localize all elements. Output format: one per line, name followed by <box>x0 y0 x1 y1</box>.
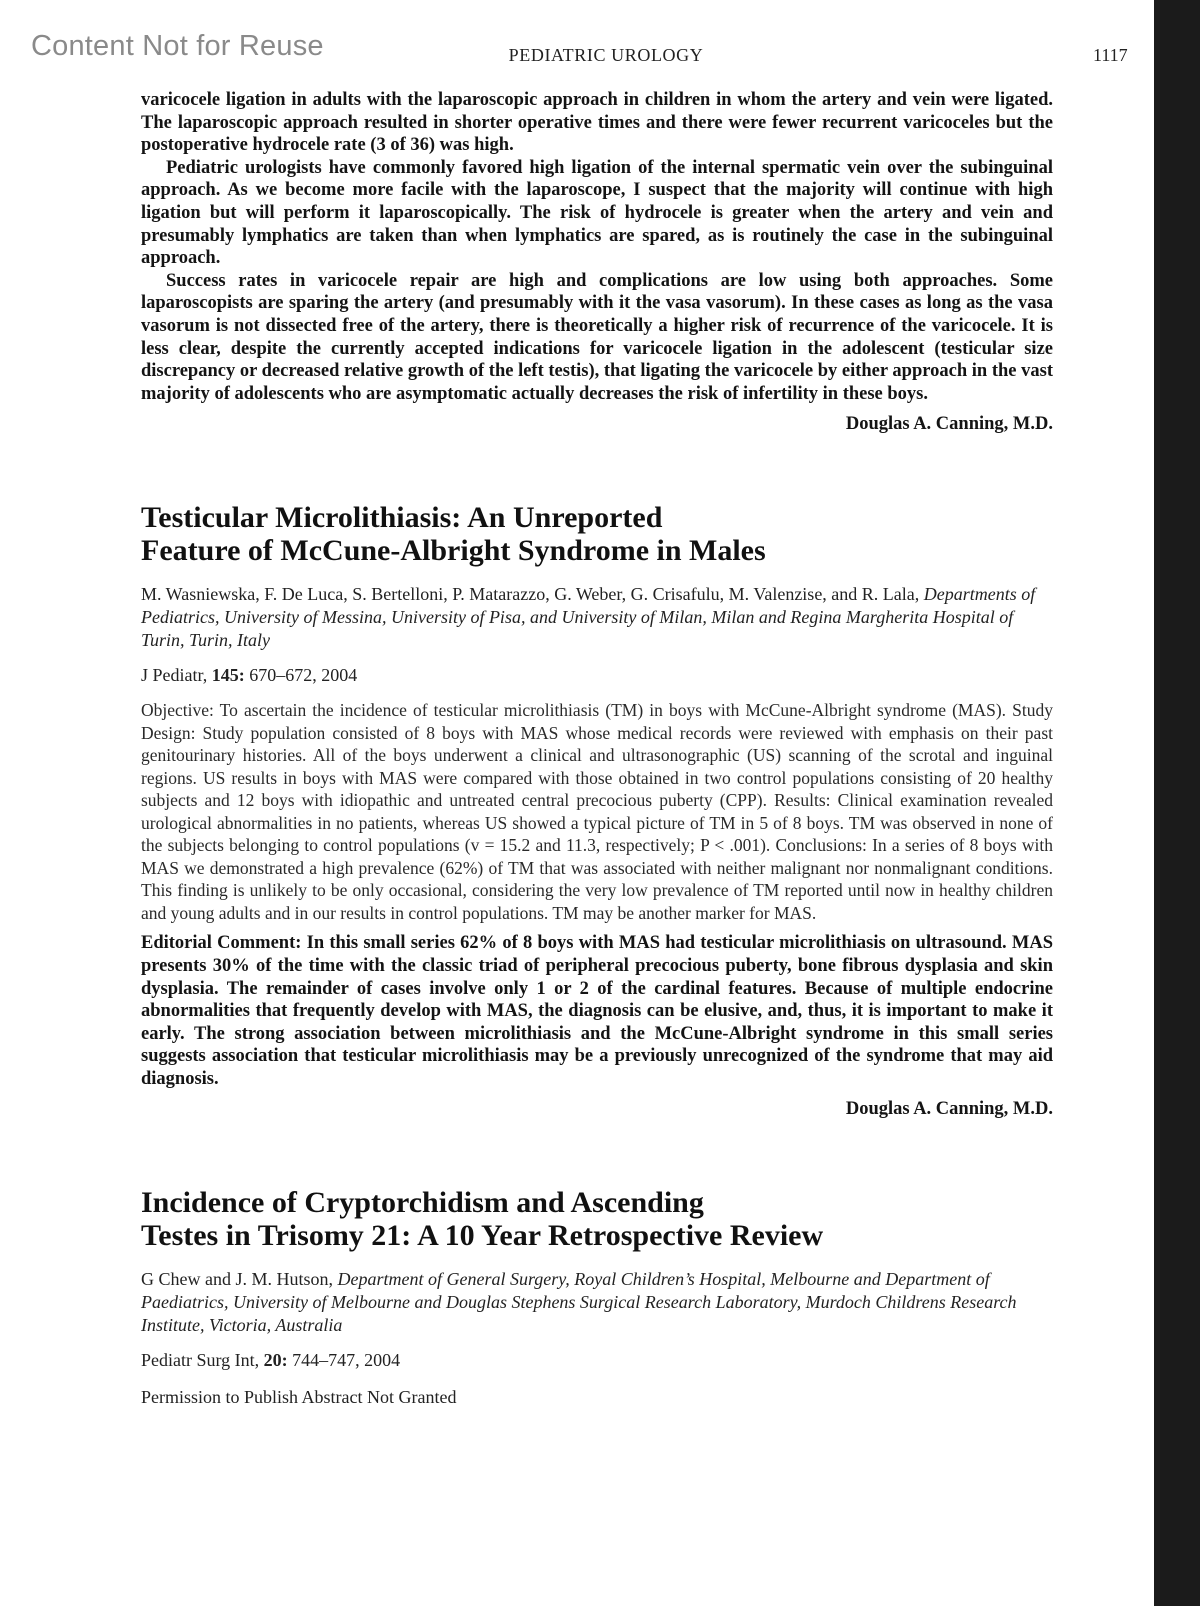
article-title-line: Incidence of Cryptorchidism and Ascending <box>141 1186 704 1220</box>
comment-signature: Douglas A. Canning, M.D. <box>845 414 1053 435</box>
citation-pages: 670–672, 2004 <box>249 665 358 686</box>
citation-pages: 744–747, 2004 <box>292 1350 401 1371</box>
article-microlithiasis <box>141 501 1053 1121</box>
article-citation <box>141 1349 1053 1372</box>
article-title <box>141 501 1053 567</box>
page-content <box>141 89 1053 1409</box>
article-abstract: Objective: To ascertain the incidence of testicular microlithiasis (TM) in boys with McCune-Albright syndrome (MAS). Study Design: Study population consisted of 8 boys with MAS whose medical records were reviewed with emphasis on their past genitourinary histories. All of the boys underwent a clinical and ultrasonographic (US) scanning of the scrotal and inguinal regions. US results in boys with MAS were compared with those obtained in two control populations consisting of 20 healthy subjects and 12 boys with idiopathic and untreated central precocious puberty (CPP). Results: Clinical examination revealed urological abnormalities in no patients, whereas US showed a typical picture of TM in 5 of 8 boys. TM was observed in none of the subjects belonging to control populations (v = 15.2 and 11.3, respectively; P < .001). Conclusions: In a series of 8 boys with MAS we demonstrated a high prevalence (62%) of TM that was associated with neither malignant nor nonmalignant conditions. This finding is unlikely to be only occasional, considering the very low prevalence of TM reported until now in healthy children and young adults and in our results in control populations. TM may be another marker for MAS. <box>141 700 1053 923</box>
author-list: M. Wasniewska, F. De Luca, S. Bertelloni, P. Matarazzo, G. Weber, G. Crisafulu, M. Valenzise, and R. Lala, <box>141 584 920 605</box>
article-title-line: Testes in Trisomy 21: A 10 Year Retrospective Review <box>141 1219 824 1253</box>
citation-volume: 145: <box>211 665 245 686</box>
article-authors <box>141 583 1053 652</box>
page-number: 1117 <box>1093 45 1128 65</box>
citation-journal: J Pediatr, <box>141 665 208 686</box>
page-edge-strip <box>1154 0 1200 1606</box>
watermark: Content Not for Reuse <box>31 30 324 62</box>
citation-journal: Pediatr Surg Int, <box>141 1350 260 1371</box>
author-affiliation: Departments of Pediatrics, University of Messina, University of Pisa, and University of Milan, Milan and Regina Margherita Hospital of Turin, Turin, Italy <box>141 584 1036 651</box>
author-affiliation: Department of General Surgery, Royal Children’s Hospital, Melbourne and Department of Paediatrics, University of Melbourne and Douglas Stephens Surgical Research Laboratory, Murdoch Childrens Research Institute, Victoria, Australia <box>141 1269 1017 1336</box>
article-title <box>141 1186 1053 1252</box>
varicocele-comment <box>141 89 1053 436</box>
running-head: PEDIATRIC UROLOGY <box>508 45 704 65</box>
article-citation <box>141 664 1053 687</box>
citation-volume: 20: <box>263 1350 288 1371</box>
author-list: G Chew and J. M. Hutson, <box>141 1269 333 1290</box>
editorial-comment: Editorial Comment: In this small series 62% of 8 boys with MAS had testicular microlithiasis on ultrasound. MAS presents 30% of the time with the classic triad of peripheral precocious puberty, bone fibrous dysplasia and skin dysplasia. The remainder of cases involve only 1 or 2 of the cardinal features. Because of multiple endocrine abnormalities that frequently develop with MAS, the diagnosis can be elusive, and, thus, it is important to make it early. The strong association between microlithiasis and the McCune-Albright syndrome in this small series suggests association that testicular microlithiasis may be a previously unrecognized of the syndrome that may aid diagnosis. <box>141 933 1053 1089</box>
comment-paragraph: Pediatric urologists have commonly favored high ligation of the internal spermatic vein over the subinguinal approach. As we become more facile with the laparoscope, I suspect that the majority will continue with high ligation but will perform it laparoscopically. The risk of hydrocele is greater when the artery and vein and presumably lymphatics are taken than when lymphatics are spared, as is routinely the case in the subinguinal approach. <box>141 157 1053 269</box>
permission-notice: Permission to Publish Abstract Not Granted <box>141 1387 457 1408</box>
article-cryptorchidism <box>141 1186 1053 1409</box>
editorial-signature: Douglas A. Canning, M.D. <box>845 1099 1053 1120</box>
comment-paragraph: Success rates in varicocele repair are high and complications are low using both approaches. Some laparoscopists are sparing the artery (and presumably with it the vasa vasorum). In these cases as long as the vasa vasorum is not dissected free of the artery, there is theoretically a higher risk of recurrence of the varicocele. It is less clear, despite the currently accepted indications for varicocele ligation in the adolescent (testicular size discrepancy or decreased relative growth of the left testis), that ligating the varicocele by either approach in the vast majority of adolescents who are asymptomatic actually decreases the risk of infertility in these boys. <box>141 270 1053 404</box>
article-title-line: Feature of McCune-Albright Syndrome in Males <box>141 534 766 568</box>
article-title-line: Testicular Microlithiasis: An Unreported <box>141 501 663 535</box>
article-authors <box>141 1268 1053 1337</box>
comment-paragraph: varicocele ligation in adults with the laparoscopic approach in children in whom the artery and vein were ligated. The laparoscopic approach resulted in shorter operative times and there were fewer recurrent varicoceles but the postoperative hydrocele rate (3 of 36) was high. <box>141 90 1053 156</box>
